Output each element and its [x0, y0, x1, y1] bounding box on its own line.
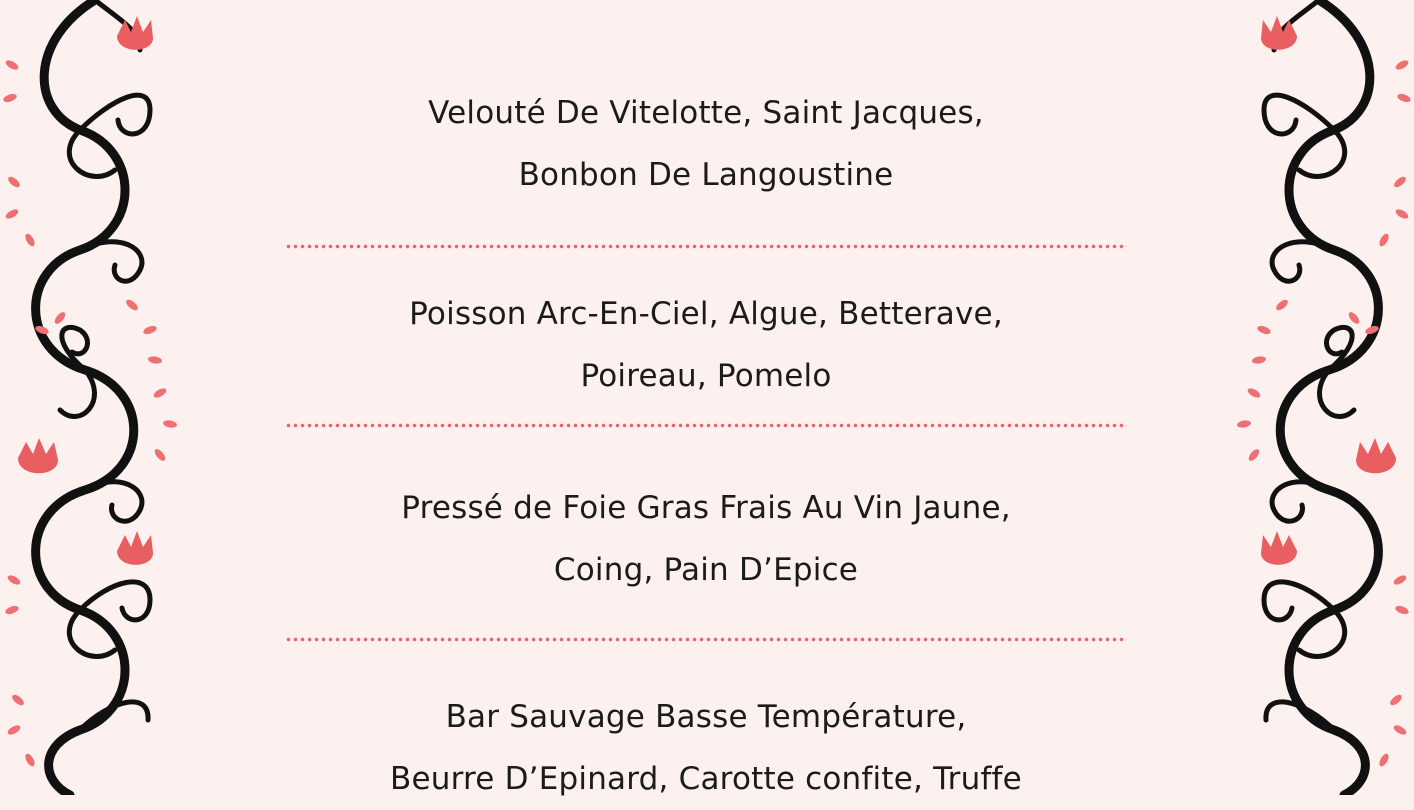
dotted-divider: [285, 637, 1127, 642]
course-line: Poisson Arc-En-Ciel, Algue, Betterave,: [409, 296, 1003, 332]
flower-icon: [117, 531, 153, 565]
course-line: Bonbon De Langoustine: [518, 157, 894, 193]
menu-course-2: [285, 283, 1127, 407]
dotted-divider: [285, 423, 1127, 428]
left-swirl-border: [0, 0, 190, 795]
course-line: Pressé de Foie Gras Frais Au Vin Jaune,: [401, 490, 1011, 526]
flower-icon: [1356, 438, 1396, 473]
leaf-icon: [2, 58, 177, 767]
course-line: Coing, Pain D’Epice: [553, 552, 859, 588]
flower-icon: [1261, 531, 1297, 565]
course-line: Bar Sauvage Basse Température,: [445, 699, 967, 735]
dotted-divider: [285, 244, 1127, 249]
menu-course-1: [285, 82, 1127, 206]
course-line: Beurre D’Epinard, Carotte confite, Truffe: [390, 761, 1022, 797]
menu-list: [285, 0, 1127, 795]
right-swirl-border: [1224, 0, 1414, 795]
flower-icon: [18, 438, 58, 473]
leaf-icon: [1236, 58, 1411, 767]
course-line: Poireau, Pomelo: [580, 358, 832, 394]
course-line: Velouté De Vitelotte, Saint Jacques,: [428, 95, 984, 131]
menu-course-4: [285, 686, 1127, 810]
menu-course-3: [285, 477, 1127, 601]
